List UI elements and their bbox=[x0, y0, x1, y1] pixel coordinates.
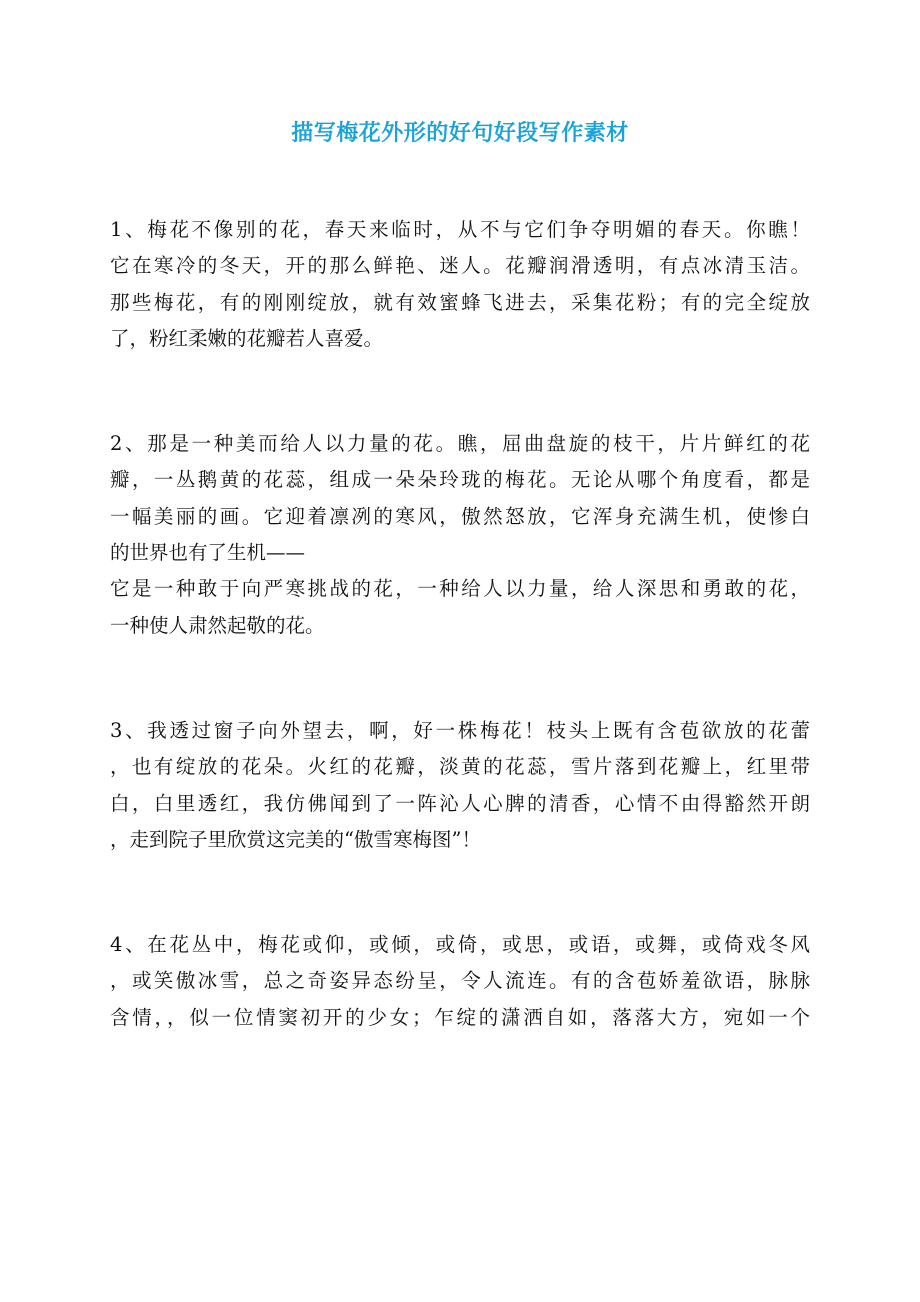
document-body bbox=[110, 212, 810, 1105]
paragraph-line: 含情，，似一位情窦初开的少女；乍绽的潇洒自如，落落大方，宛如一个 bbox=[110, 1005, 810, 1029]
paragraph-line: 一幅美丽的画。它迎着凛冽的寒风，傲然怒放，它浑身充满生机，使惨白 bbox=[110, 504, 810, 528]
paragraph-line: ，或笑傲冰雪，总之奇姿异态纷呈，令人流连。有的含苞娇羞欲语，脉脉 bbox=[110, 969, 810, 993]
paragraph-line: 4、在花丛中，梅花或仰，或倾，或倚，或思，或语，或舞，或倚戏冬风 bbox=[110, 933, 810, 957]
paragraph-1 bbox=[110, 212, 810, 357]
paragraph-line: 了，粉红柔嫩的花瓣若人喜爱。 bbox=[110, 326, 384, 350]
paragraph-line: 那些梅花，有的刚刚绽放，就有效蜜蜂飞进去，采集花粉；有的完全绽放 bbox=[110, 290, 810, 314]
paragraph-line: 一种使人肃然起敬的花。 bbox=[110, 613, 325, 637]
paragraph-line: 3、我透过窗子向外望去，啊，好一株梅花！枝头上既有含苞欲放的花蕾 bbox=[110, 718, 810, 742]
paragraph-3 bbox=[110, 713, 810, 858]
paragraph-line: 2、那是一种美而给人以力量的花。瞧，屈曲盘旋的枝干，片片鲜红的花 bbox=[110, 432, 810, 456]
paragraph-2 bbox=[110, 426, 810, 644]
paragraph-line: 1、梅花不像别的花，春天来临时，从不与它们争夺明媚的春天。你瞧！ bbox=[110, 218, 810, 241]
paragraph-line: 瓣，一丛鹅黄的花蕊，组成一朵朵玲珑的梅花。无论从哪个角度看，都是 bbox=[110, 468, 810, 492]
paragraph-line: 它在寒冷的冬天，开的那么鲜艳、迷人。花瓣润滑透明，有点冰清玉洁。 bbox=[110, 254, 810, 278]
paragraph-line: ，走到院子里欣赏这完美的“傲雪寒梅图”！ bbox=[110, 827, 481, 851]
document-title: 描写梅花外形的好句好段写作素材 bbox=[291, 120, 629, 146]
paragraph-line: 它是一种敢于向严寒挑战的花，一种给人以力量，给人深思和勇敢的花， bbox=[110, 577, 810, 601]
paragraph-line: ，也有绽放的花朵。火红的花瓣，淡黄的花蕊，雪片落到花瓣上，红里带 bbox=[110, 755, 810, 779]
paragraph-line: 白，白里透红，我仿佛闻到了一阵沁人心脾的清香，心情不由得豁然开朗 bbox=[110, 791, 810, 815]
paragraph-4 bbox=[110, 927, 810, 1036]
paragraph-line: 的世界也有了生机—— bbox=[110, 541, 306, 565]
